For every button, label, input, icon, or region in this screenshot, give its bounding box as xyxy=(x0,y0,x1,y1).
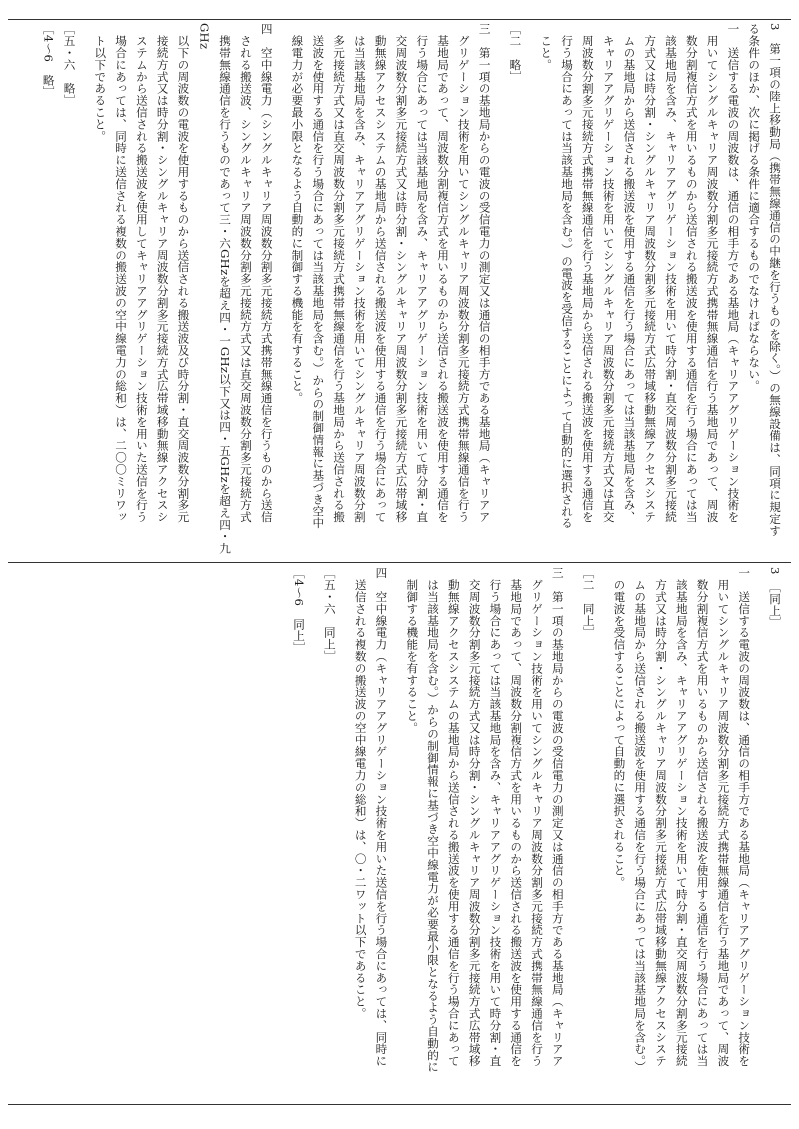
bottom-text-line: ［五・六 同上］ xyxy=(322,567,337,663)
top-text-line: 送波を使用する通信を行う場合にあっては当該基地局を含む。）からの制御情報に基づき空中 xyxy=(311,23,326,529)
top-text-line: ［二 略］ xyxy=(508,23,523,83)
current-text-panel xyxy=(8,567,791,1100)
column-spacer xyxy=(80,23,90,558)
top-text-line: こと。 xyxy=(539,23,554,71)
top-text-line: る条件のほか、次に掲げる条件に適合するものでなければならない。 xyxy=(747,23,762,392)
bottom-text-line: 行う場合にあっては当該基地局を含み、キャリアアグリゲーション技術を用いて時分割・直 xyxy=(488,567,503,1067)
column-spacer xyxy=(391,567,401,1100)
top-text-line: 動無線アクセスシステムの基地局から送信される搬送波を使用する通信を行う場合にあって xyxy=(373,23,388,523)
top-text-line: グリゲーション技術を用いてシングルキャリア周波数分割多元接続方式携帯無線通信を行う xyxy=(456,23,471,523)
top-text-line: 該基地局を含み、キャリアアグリゲーション技術を用いて時分割・直交周波数分割多元接続 xyxy=(664,23,679,523)
top-text-line: ［五・六 略］ xyxy=(62,23,77,107)
top-text-line: ムの基地局から送信される搬送波を使用する通信を行う場合にあっては当該基地局を含み、 xyxy=(622,23,637,523)
bottom-text-line: 四 空中線電力（キャリアアグリゲーション技術を用いた送信を行う場合にあっては、同時に xyxy=(374,567,389,1067)
column-spacer xyxy=(754,567,764,1100)
top-text-line: は当該基地局を含み、キャリアアグリゲーション技術を用いてシングルキャリア周波数分割 xyxy=(352,23,367,523)
bottom-text-line: 三 第一項の基地局からの電波の受信電力の測定又は通信の相手方である基地局（キャリアア xyxy=(550,567,565,1067)
top-text-line: 場合にあっては、同時に送信される複数の搬送波の空中線電力の総和）は、二〇〇ミリワッ xyxy=(114,23,129,523)
column-spacer xyxy=(495,23,505,558)
column-spacer xyxy=(599,567,609,1100)
bottom-text-line: は当該基地局を含む。）からの制御情報に基づき空中線電力が必要最小限となるよう自動的に xyxy=(426,567,441,1073)
top-border-rule xyxy=(8,19,791,20)
bottom-text-line: 制御する機能を有すること。 xyxy=(405,567,420,734)
column-spacer xyxy=(340,567,350,1100)
current-text-body xyxy=(288,567,785,1100)
middle-divider-rule xyxy=(8,562,791,563)
bottom-text-line: 用いてシングルキャリア周波数分割多元接続方式携帯無線通信を行う基地局であって、周波 xyxy=(716,567,731,1067)
top-text-line: ト以下であること。 xyxy=(93,23,108,142)
top-text-line: ステムから送信される搬送波を使用してキャリアアグリゲーション技術を用いた送信を行う xyxy=(134,23,149,523)
bottom-border-rule xyxy=(8,1104,791,1105)
top-text-line: 一 送信する電波の周波数は、通信の相手方である基地局（キャリアアグリゲーション技術を xyxy=(726,23,741,523)
top-text-line: 周波数分割多元接続方式携帯無線通信を行う基地局から送信される搬送波を使用する通信を xyxy=(580,23,595,523)
top-text-line: 数分割複信方式を用いるものから送信される搬送波を使用する通信を行う場合にあっては当 xyxy=(684,23,699,523)
bottom-text-line: ［4～6 同上］ xyxy=(292,567,307,654)
bottom-text-line: 交周波数分割多元接続方式又は時分割・シングルキャリア周波数分割多元接続方式広帯域移 xyxy=(467,567,482,1067)
bottom-text-line: 動無線アクセスシステムの基地局から送信される搬送波を使用する通信を行う場合にあって xyxy=(446,567,461,1067)
top-text-line: 3 第一項の陸上移動局（携帯無線通信の中継を行うものを除く。）の無線設備は、同項に規定す xyxy=(768,23,782,537)
top-text-line: 三 第一項の基地局からの電波の受信電力の測定又は通信の相手方である基地局（キャリアア xyxy=(477,23,492,523)
top-text-line: される搬送波、シングルキャリア周波数分割多元接続方式又は直交周波数分割多元接続方式 xyxy=(238,23,253,523)
bottom-text-line: 数分割複信方式を用いるものから送信される搬送波を使用する通信を行う場合にあっては当 xyxy=(695,567,710,1067)
column-spacer xyxy=(277,23,287,558)
bottom-text-line: 方式又は時分割・シングルキャリア周波数分割多元接続方式広帯域移動無線アクセスシステ xyxy=(654,567,669,1067)
bottom-text-line: ［二 同上］ xyxy=(581,567,596,639)
bottom-text-line: 送信される複数の搬送波の空中線電力の総和）は、〇・二ワット以下であること。 xyxy=(353,567,368,1020)
top-text-line: 用いてシングルキャリア周波数分割多元接続方式携帯無線通信を行う基地局であって、周波 xyxy=(705,23,720,523)
revised-text-panel xyxy=(8,23,791,558)
top-text-line: 交周波数分割多元接続方式又は時分割・シングルキャリア周波数分割多元接続方式広帯域移 xyxy=(394,23,409,523)
top-text-line: 多元接続方式又は直交周波数分割多元接続方式携帯無線通信を行う基地局から送信される搬 xyxy=(332,23,347,523)
revised-text-body xyxy=(38,23,785,558)
bottom-text-line: 該基地局を含み、キャリアアグリゲーション技術を用いて時分割・直交周波数分割多元接続 xyxy=(674,567,689,1067)
top-text-line: 携帯無線通信を行うものであって三・六GHzを超え四・一GHz以下又は四・五GHzを超え四・九GHz xyxy=(197,23,233,555)
column-spacer xyxy=(568,567,578,1100)
top-text-line: 線電力が必要最小限となるよう自動的に制御する機能を有すること。 xyxy=(290,23,305,404)
top-text-line: 四 空中線電力（シングルキャリア周波数分割多元接続方式携帯無線通信を行うものから送信 xyxy=(259,23,274,523)
top-text-line: キャリアアグリゲーション技術を用いてシングルキャリア周波数分割多元接続方式又は直交 xyxy=(601,23,616,523)
bottom-text-line: 3 ［同上］ xyxy=(768,567,782,629)
top-text-line: 行う場合にあっては当該基地局を含み、キャリアアグリゲーション技術を用いて時分割・直 xyxy=(415,23,430,523)
bottom-text-line: 一 送信する電波の周波数は、通信の相手方である基地局（キャリアアグリゲーション技術を xyxy=(737,567,752,1067)
bottom-text-line: の電波を受信することによって自動的に選択されること。 xyxy=(612,567,627,889)
column-spacer xyxy=(525,23,535,558)
top-text-line: 以下の周波数の電波を使用するものから送信される搬送波及び時分割・直交周波数分割多元 xyxy=(176,23,191,523)
top-text-line: 接続方式又は時分割・シングルキャリア周波数分割多元接続方式広帯域移動無線アクセスシ xyxy=(155,23,170,523)
top-text-line: 基地局であって、周波数分割複信方式を用いるものから送信される搬送波を使用する通信を xyxy=(436,23,451,523)
bottom-text-line: グリゲーション技術を用いてシングルキャリア周波数分割多元接続方式携帯無線通信を行う xyxy=(530,567,545,1067)
bottom-text-line: 基地局であって、周波数分割複信方式を用いるものから送信される搬送波を使用する通信を xyxy=(509,567,524,1067)
column-spacer xyxy=(309,567,319,1100)
top-text-line: ［4～6 略］ xyxy=(41,23,56,98)
top-text-line: 方式又は時分割・シングルキャリア周波数分割多元接続方式広帯域移動無線アクセスシステ xyxy=(643,23,658,523)
bottom-text-line: ムの基地局から送信される搬送波を使用する通信を行う場合にあっては当該基地局を含む。） xyxy=(633,567,648,1073)
top-text-line: 行う場合にあっては当該基地局を含む。）の電波を受信することによって自動的に選択される xyxy=(560,23,575,529)
